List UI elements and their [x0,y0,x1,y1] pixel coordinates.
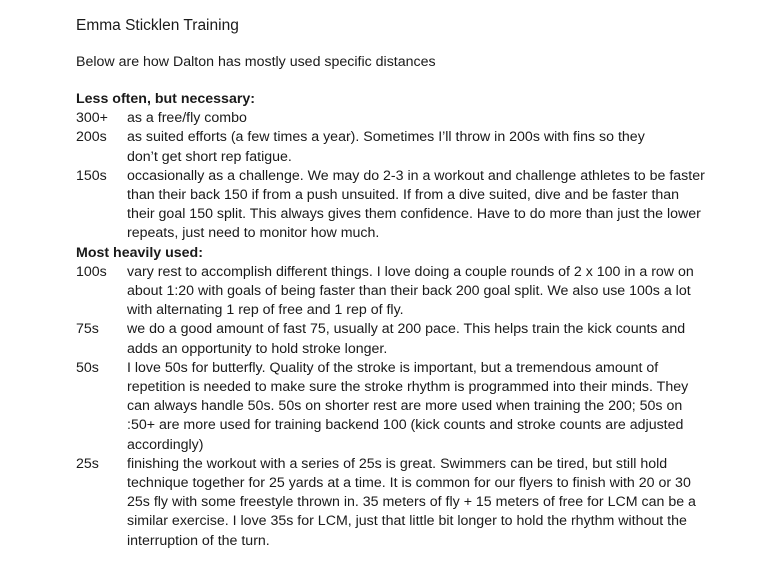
distance-description [127,320,756,358]
distance-entry [76,167,756,244]
distance-description [127,455,756,551]
description-line: than their back 150 if from a push unsuited. If from a dive suited, dive and be faster than [127,187,680,204]
distance-label: 25s [76,455,99,472]
distance-label: 75s [76,321,99,338]
distance-description [127,128,756,166]
description-line: about 1:20 with goals of being faster than their back 200 goal split. We also use 100s a lot [127,283,691,300]
description-line: interruption of the turn. [127,532,270,549]
section-heading: Most heavily used: [76,244,203,261]
description-line: vary rest to accomplish different things. I love doing a couple rounds of 2 x 100 in a row on [127,263,694,280]
distance-description [127,109,756,128]
distance-description [127,167,756,244]
document-title: Emma Sticklen Training [76,17,239,34]
distance-description [127,263,756,321]
intro-paragraph: Below are how Dalton has mostly used specific distances [76,54,436,70]
description-line: their goal 150 split. This always gives them confidence. Have to do more than just the lower [127,206,701,223]
sections-container [76,90,756,551]
distance-entry [76,359,756,455]
description-line: I love 50s for butterfly. Quality of the stroke is important, but a tremendous amount of [127,359,659,376]
distance-label: 150s [76,167,107,184]
description-line: finishing the workout with a series of 25s is great. Swimmers can be tired, but still hold [127,455,668,472]
description-line: we do a good amount of fast 75, usually at 200 pace. This helps train the kick counts and [127,321,686,338]
description-line: adds an opportunity to hold stroke longer. [127,340,388,357]
distance-description [127,359,756,455]
description-line: can always handle 50s. 50s on shorter rest are more used when training the 200; 50s on [127,398,683,415]
distance-label: 50s [76,359,99,376]
document-body [76,14,756,551]
description-line: with alternating 1 rep of free and 1 rep of fly. [127,302,404,319]
description-line: :50+ are more used for training backend 100 (kick counts and stroke counts are adjusted [127,417,684,434]
distance-label: 200s [76,129,107,146]
distance-entry [76,109,756,128]
description-line: as suited efforts (a few times a year). Sometimes I’ll throw in 200s with fins so they [127,129,645,146]
description-line: repetition is needed to make sure the stroke rhythm is programmed into their minds. They [127,379,689,396]
description-line: 25s fly with some freestyle thrown in. 35 meters of fly + 15 meters of free for LCM can be a [127,494,696,511]
distance-label: 100s [76,263,107,280]
description-line: don’t get short rep fatigue. [127,148,292,165]
description-line: similar exercise. I love 35s for LCM, just that little bit longer to hold the rhythm without the [127,513,687,530]
distance-entry [76,263,756,321]
description-line: repeats, just need to monitor how much. [127,225,380,242]
description-line: accordingly) [127,436,204,453]
distance-label: 300+ [76,110,108,127]
description-line: technique together for 25 yards at a time. It is common for our flyers to finish with 20 or 30 [127,475,691,492]
section-heading: Less often, but necessary: [76,91,255,107]
description-line: as a free/fly combo [127,110,247,127]
description-line: occasionally as a challenge. We may do 2-3 in a workout and challenge athletes to be faster [127,167,705,184]
distance-entry [76,320,756,358]
distance-entry [76,128,756,166]
distance-entry [76,455,756,551]
